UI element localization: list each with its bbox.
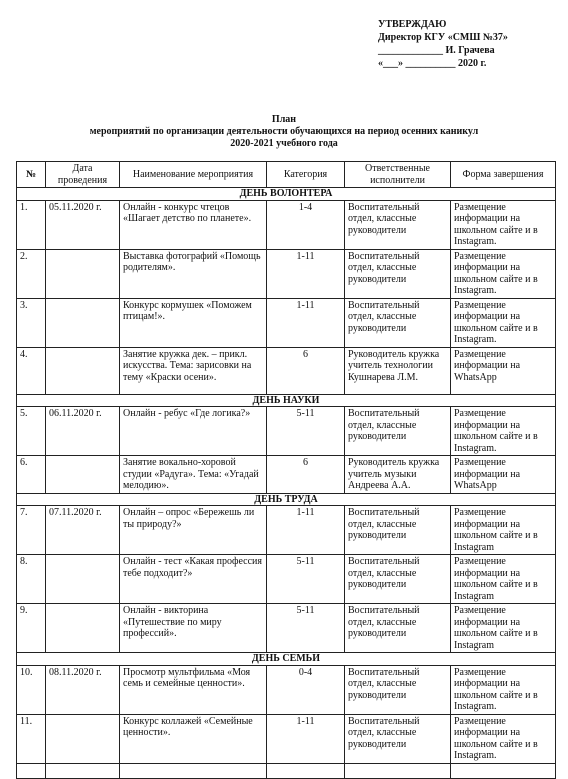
row-event-name: Занятие кружка дек. – прикл. искусства. Тема: зарисовки на тему «Краски осени».	[120, 347, 267, 394]
row-category: 1-11	[267, 249, 345, 298]
empty-cell	[267, 763, 345, 778]
row-number: 1.	[17, 200, 46, 249]
day-title: ДЕНЬ ТРУДА	[17, 493, 556, 506]
events-table	[16, 161, 556, 779]
row-category: 0-4	[267, 665, 345, 714]
row-form: Размещение информации на WhatsApp	[451, 456, 556, 494]
day-header-row	[17, 394, 556, 407]
row-category: 6	[267, 347, 345, 394]
row-event-name: Конкурс кормушек «Поможем птицам!».	[120, 298, 267, 347]
row-category: 1-11	[267, 298, 345, 347]
row-form: Размещение информации на школьном сайте и в Instagram.	[451, 407, 556, 456]
row-form: Размещение информации на школьном сайте и в Instagram.	[451, 714, 556, 763]
row-responsible: Руководитель кружка учитель музыки Андреева А.А.	[345, 456, 451, 494]
title-line-1: План	[271, 114, 297, 125]
header-form: Форма завершения	[451, 162, 556, 188]
row-date	[46, 249, 120, 298]
row-date	[46, 298, 120, 347]
row-number: 5.	[17, 407, 46, 456]
day-header-row	[17, 493, 556, 506]
row-number: 8.	[17, 555, 46, 604]
row-number: 7.	[17, 506, 46, 555]
header-category: Категория	[267, 162, 345, 188]
table-row-empty	[17, 763, 556, 778]
approval-line-2: Директор КГУ «СМШ №37»	[378, 32, 508, 43]
row-form: Размещение информации на школьном сайте и в Instagram	[451, 506, 556, 555]
row-date: 05.11.2020 г.	[46, 200, 120, 249]
row-date: 07.11.2020 г.	[46, 506, 120, 555]
empty-cell	[17, 763, 46, 778]
row-number: 11.	[17, 714, 46, 763]
row-date	[46, 347, 120, 394]
table-header-row	[17, 162, 556, 188]
title-line-2: мероприятий по организации деятельности обучающихся на период осенних каникул	[89, 126, 479, 137]
row-event-name: Онлайн – опрос «Бережешь ли ты природу?»	[120, 506, 267, 555]
row-event-name: Онлайн - ребус «Где логика?»	[120, 407, 267, 456]
row-event-name: Выставка фотографий «Помощь родителям».	[120, 249, 267, 298]
row-number: 10.	[17, 665, 46, 714]
row-responsible: Воспитательный отдел, классные руководители	[345, 665, 451, 714]
approval-line-4: «___» __________ 2020 г.	[378, 58, 487, 69]
row-responsible: Воспитательный отдел, классные руководители	[345, 714, 451, 763]
row-event-name: Занятие вокально-хоровой студии «Радуга». Тема: «Угадай мелодию».	[120, 456, 267, 494]
row-responsible: Руководитель кружка учитель технологии Кушнарева Л.М.	[345, 347, 451, 394]
row-category: 1-11	[267, 714, 345, 763]
day-header-row	[17, 653, 556, 666]
row-form: Размещение информации на WhatsApp	[451, 347, 556, 394]
row-responsible: Воспитательный отдел, классные руководители	[345, 407, 451, 456]
row-date: 06.11.2020 г.	[46, 407, 120, 456]
row-category: 5-11	[267, 407, 345, 456]
table-row	[17, 604, 556, 653]
empty-cell	[451, 763, 556, 778]
table-row	[17, 249, 556, 298]
row-category: 5-11	[267, 604, 345, 653]
header-responsible: Ответственные исполнители	[345, 162, 451, 188]
row-category: 5-11	[267, 555, 345, 604]
row-responsible: Воспитательный отдел, классные руководители	[345, 298, 451, 347]
row-date	[46, 555, 120, 604]
empty-cell	[120, 763, 267, 778]
table-row	[17, 665, 556, 714]
day-title: ДЕНЬ НАУКИ	[17, 394, 556, 407]
row-form: Размещение информации на школьном сайте и в Instagram.	[451, 298, 556, 347]
table-row	[17, 714, 556, 763]
empty-cell	[46, 763, 120, 778]
day-header-row	[17, 188, 556, 201]
table-row	[17, 506, 556, 555]
table-row	[17, 200, 556, 249]
row-event-name: Просмотр мультфильма «Моя семь и семейные ценности».	[120, 665, 267, 714]
approval-line-3: _____________ И. Грачева	[378, 45, 495, 56]
row-number: 9.	[17, 604, 46, 653]
row-number: 3.	[17, 298, 46, 347]
row-responsible: Воспитательный отдел, классные руководители	[345, 604, 451, 653]
row-form: Размещение информации на школьном сайте и в Instagram	[451, 604, 556, 653]
row-category: 1-4	[267, 200, 345, 249]
row-form: Размещение информации на школьном сайте и в Instagram.	[451, 665, 556, 714]
empty-cell	[345, 763, 451, 778]
table-row	[17, 456, 556, 494]
row-responsible: Воспитательный отдел, классные руководители	[345, 200, 451, 249]
row-responsible: Воспитательный отдел, классные руководители	[345, 506, 451, 555]
header-date: Дата проведения	[46, 162, 120, 188]
document-title	[0, 114, 568, 150]
row-form: Размещение информации на школьном сайте и в Instagram.	[451, 200, 556, 249]
row-date	[46, 604, 120, 653]
row-form: Размещение информации на школьном сайте и в Instagram.	[451, 249, 556, 298]
table-row	[17, 407, 556, 456]
header-number: №	[17, 162, 46, 188]
approval-line-1: УТВЕРЖДАЮ	[378, 19, 447, 30]
header-name: Наименование мероприятия	[120, 162, 267, 188]
table-row	[17, 298, 556, 347]
row-date	[46, 456, 120, 494]
row-event-name: Онлайн - тест «Какая профессия тебе подходит?»	[120, 555, 267, 604]
row-number: 4.	[17, 347, 46, 394]
row-form: Размещение информации на школьном сайте и в Instagram	[451, 555, 556, 604]
row-event-name: Конкурс коллажей «Семейные ценности».	[120, 714, 267, 763]
row-category: 6	[267, 456, 345, 494]
approval-block	[378, 18, 508, 70]
table-row	[17, 555, 556, 604]
row-date: 08.11.2020 г.	[46, 665, 120, 714]
row-responsible: Воспитательный отдел, классные руководители	[345, 555, 451, 604]
row-responsible: Воспитательный отдел, классные руководители	[345, 249, 451, 298]
day-title: ДЕНЬ СЕМЬИ	[17, 653, 556, 666]
row-date	[46, 714, 120, 763]
row-event-name: Онлайн - конкурс чтецов «Шагает детство по планете».	[120, 200, 267, 249]
table-row	[17, 347, 556, 394]
row-category: 1-11	[267, 506, 345, 555]
title-line-3: 2020-2021 учебного года	[230, 138, 338, 149]
row-event-name: Онлайн - викторина «Путешествие по миру профессий».	[120, 604, 267, 653]
row-number: 2.	[17, 249, 46, 298]
row-number: 6.	[17, 456, 46, 494]
day-title: ДЕНЬ ВОЛОНТЕРА	[17, 188, 556, 201]
